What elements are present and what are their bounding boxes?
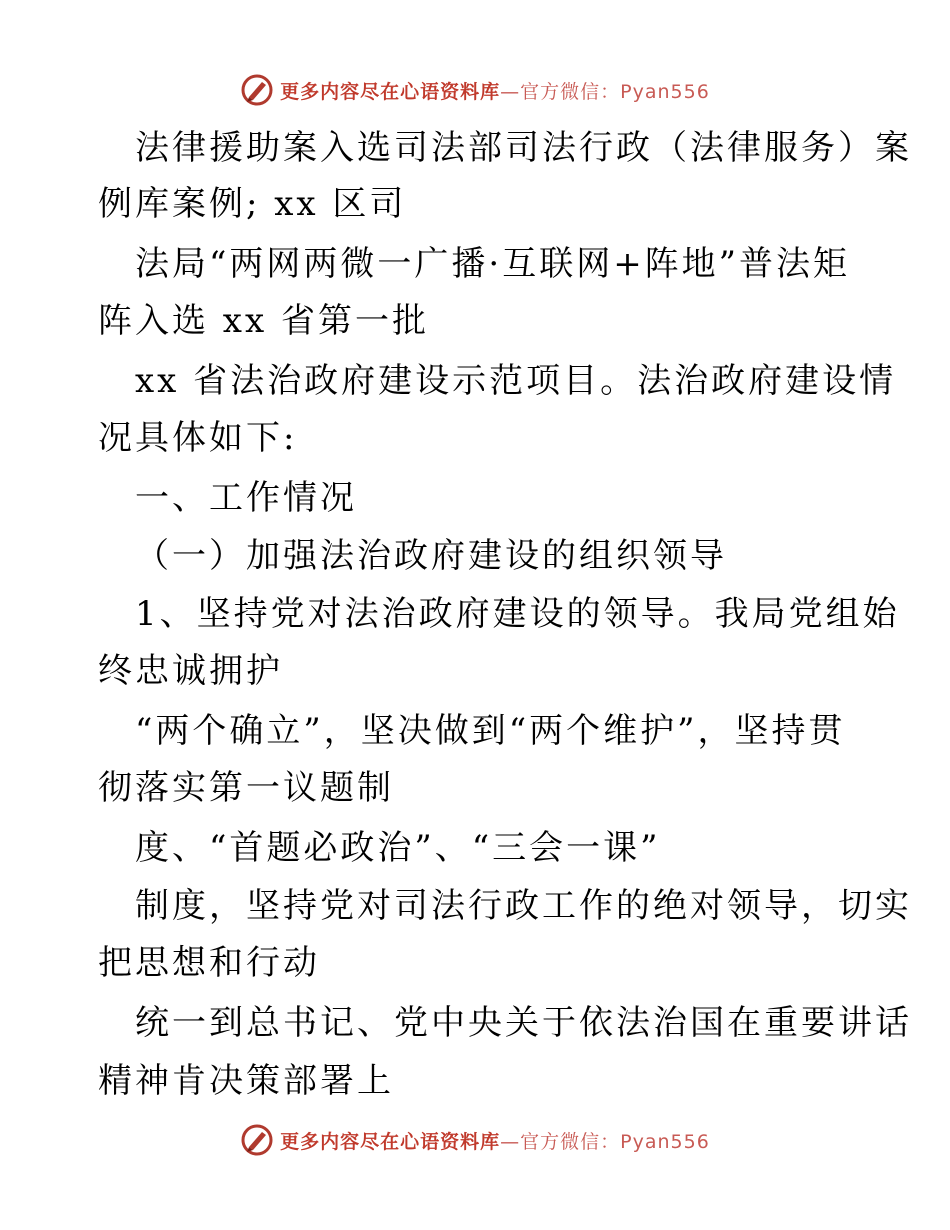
body-line: 1、坚持党对法治政府建设的领导。我局党组始: [135, 594, 900, 634]
body-line: xx 省法治政府建设示范项目。法治政府建设情: [135, 361, 897, 401]
footer-watermark: [0, 1120, 950, 1160]
body-line: 度、“首题必政治”、“三会一课”: [135, 828, 661, 868]
watermark-text: [280, 1127, 710, 1154]
subsection-heading: （一）加强法治政府建设的组织领导: [135, 536, 727, 576]
watermark-text: [280, 77, 710, 104]
watermark-suffix: —官方微信：Pyan556: [500, 80, 710, 103]
body-line: 况具体如下:: [98, 418, 298, 458]
body-line: 法律援助案入选司法部司法行政（法律服务）案: [135, 128, 912, 168]
body-line: 终忠诚拥护: [98, 651, 283, 691]
section-heading: 一、工作情况: [135, 478, 357, 518]
body-line: 阵入选 xx 省第一批: [98, 301, 429, 341]
watermark-brand: 更多内容尽在心语资料库: [280, 80, 501, 103]
pen-logo-icon: [240, 73, 274, 107]
body-line: 彻落实第一议题制: [98, 768, 394, 808]
pen-logo-icon: [240, 1123, 274, 1157]
watermark-suffix: —官方微信：Pyan556: [500, 1130, 710, 1153]
body-line: “两个确立”，坚决做到“两个维护”，坚持贯: [135, 711, 846, 751]
body-line: 统一到总书记、党中央关于依法治国在重要讲话: [135, 1003, 912, 1043]
body-line: 例库案例; xx 区司: [98, 184, 407, 224]
body-line: 把思想和行动: [98, 943, 320, 983]
body-line: 制度，坚持党对司法行政工作的绝对领导，切实: [135, 886, 912, 926]
body-line: 法局“两网两微一广播·互联网+阵地”普法矩: [135, 244, 851, 284]
header-watermark: [0, 70, 950, 110]
body-line: 精神肯决策部署上: [98, 1061, 394, 1101]
watermark-brand: 更多内容尽在心语资料库: [280, 1130, 501, 1153]
